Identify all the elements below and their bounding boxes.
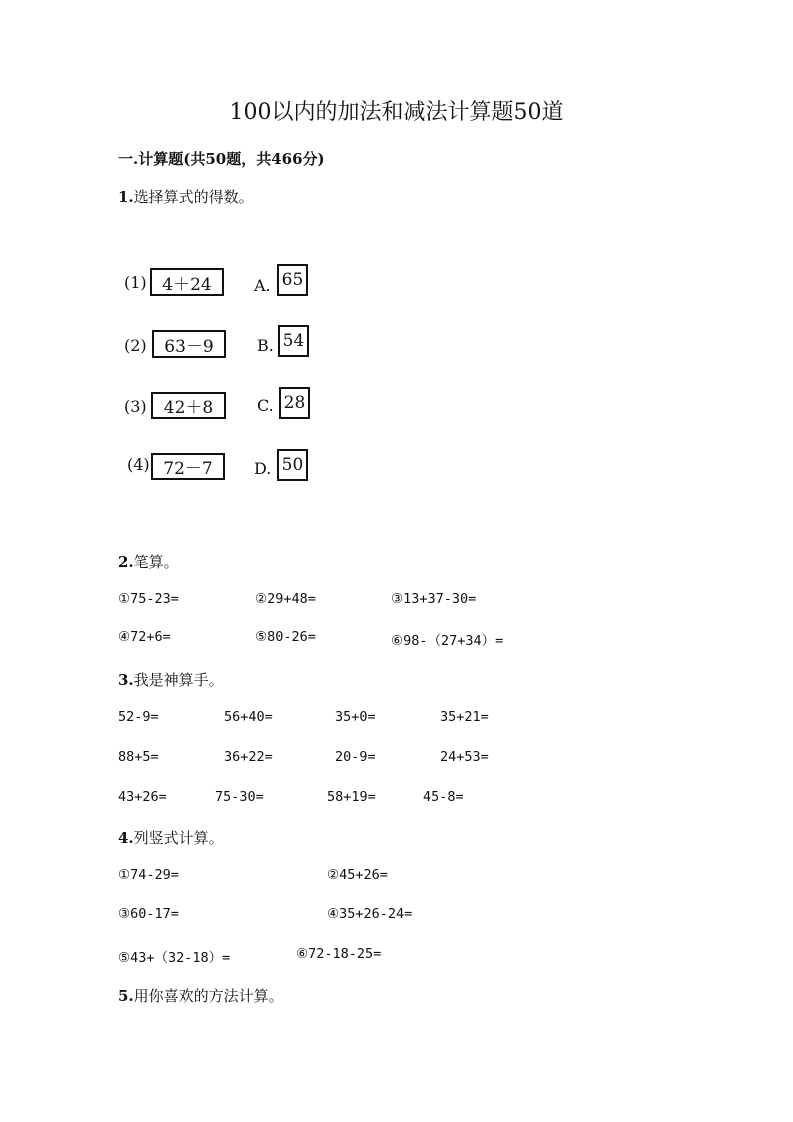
question-5 bbox=[118, 985, 284, 1006]
problem-item: 24+53= bbox=[440, 749, 489, 765]
choice-label: (1) bbox=[124, 273, 147, 292]
problem-item: ⑤80-26= bbox=[255, 629, 316, 645]
choice-label: (3) bbox=[124, 397, 147, 416]
question-number: 4. bbox=[118, 829, 134, 847]
problem-item: ②45+26= bbox=[327, 867, 388, 883]
section-heading: 一.计算题(共50题，共466分) bbox=[118, 150, 325, 168]
question-1 bbox=[118, 186, 254, 207]
question-number: 2. bbox=[118, 553, 134, 571]
problem-item: ④72+6= bbox=[118, 629, 171, 645]
expression-box bbox=[152, 330, 226, 358]
expression-text: 4＋24 bbox=[162, 274, 212, 295]
question-number: 3. bbox=[118, 671, 134, 689]
question-text: 我是神算手。 bbox=[133, 671, 224, 689]
page-title: 100以内的加法和减法计算题50道 bbox=[229, 100, 564, 125]
problem-item: 36+22= bbox=[224, 749, 273, 765]
expression-text: 72－7 bbox=[163, 459, 213, 479]
problem-item: 43+26= bbox=[118, 789, 167, 805]
problem-item: 52-9= bbox=[118, 709, 159, 725]
problem-item: 35+0= bbox=[335, 709, 376, 725]
question-4 bbox=[118, 827, 224, 848]
answer-text: 54 bbox=[282, 331, 305, 351]
problem-item: 56+40= bbox=[224, 709, 273, 725]
problem-item: ④35+26-24= bbox=[327, 906, 413, 922]
problem-item: 75-30= bbox=[215, 789, 264, 805]
answer-box bbox=[277, 264, 308, 296]
problem-item: ③60-17= bbox=[118, 906, 179, 922]
problem-item: ⑤43+（32-18）= bbox=[118, 950, 231, 966]
answer-box bbox=[279, 387, 310, 419]
expression-text: 42＋8 bbox=[163, 398, 214, 418]
choice-label: (4) bbox=[127, 455, 150, 474]
option-letter: C. bbox=[257, 396, 274, 415]
answer-text: 65 bbox=[281, 270, 304, 290]
option-letter: D. bbox=[254, 459, 272, 478]
problem-item: 35+21= bbox=[440, 709, 489, 725]
problem-item: ⑥98-（27+34）= bbox=[391, 633, 504, 649]
question-number: 1. bbox=[118, 188, 134, 206]
expression-text: 63－9 bbox=[164, 336, 214, 357]
answer-text: 28 bbox=[283, 393, 306, 413]
question-3 bbox=[118, 669, 224, 690]
answer-box bbox=[278, 325, 309, 357]
option-letter: B. bbox=[257, 336, 274, 355]
problem-item: 20-9= bbox=[335, 749, 376, 765]
problem-item: ①74-29= bbox=[118, 867, 179, 883]
problem-item: 88+5= bbox=[118, 749, 159, 765]
question-text: 笔算。 bbox=[133, 553, 179, 571]
option-letter: A. bbox=[254, 276, 271, 295]
question-text: 选择算式的得数。 bbox=[133, 188, 254, 206]
answer-text: 50 bbox=[281, 455, 304, 475]
problem-item: 58+19= bbox=[327, 789, 376, 805]
answer-box bbox=[277, 449, 308, 481]
expression-box bbox=[150, 268, 224, 296]
question-text: 列竖式计算。 bbox=[133, 829, 224, 847]
expression-box bbox=[151, 453, 225, 480]
problem-item: ①75-23= bbox=[118, 591, 179, 607]
question-number: 5. bbox=[118, 987, 134, 1005]
problem-item: ③13+37-30= bbox=[391, 591, 477, 607]
choice-label: (2) bbox=[124, 336, 147, 355]
problem-item: ②29+48= bbox=[255, 591, 316, 607]
problem-item: 45-8= bbox=[423, 789, 464, 805]
question-text: 用你喜欢的方法计算。 bbox=[133, 987, 284, 1005]
problem-item: ⑥72-18-25= bbox=[296, 946, 382, 962]
question-2 bbox=[118, 551, 179, 572]
expression-box bbox=[151, 392, 226, 419]
